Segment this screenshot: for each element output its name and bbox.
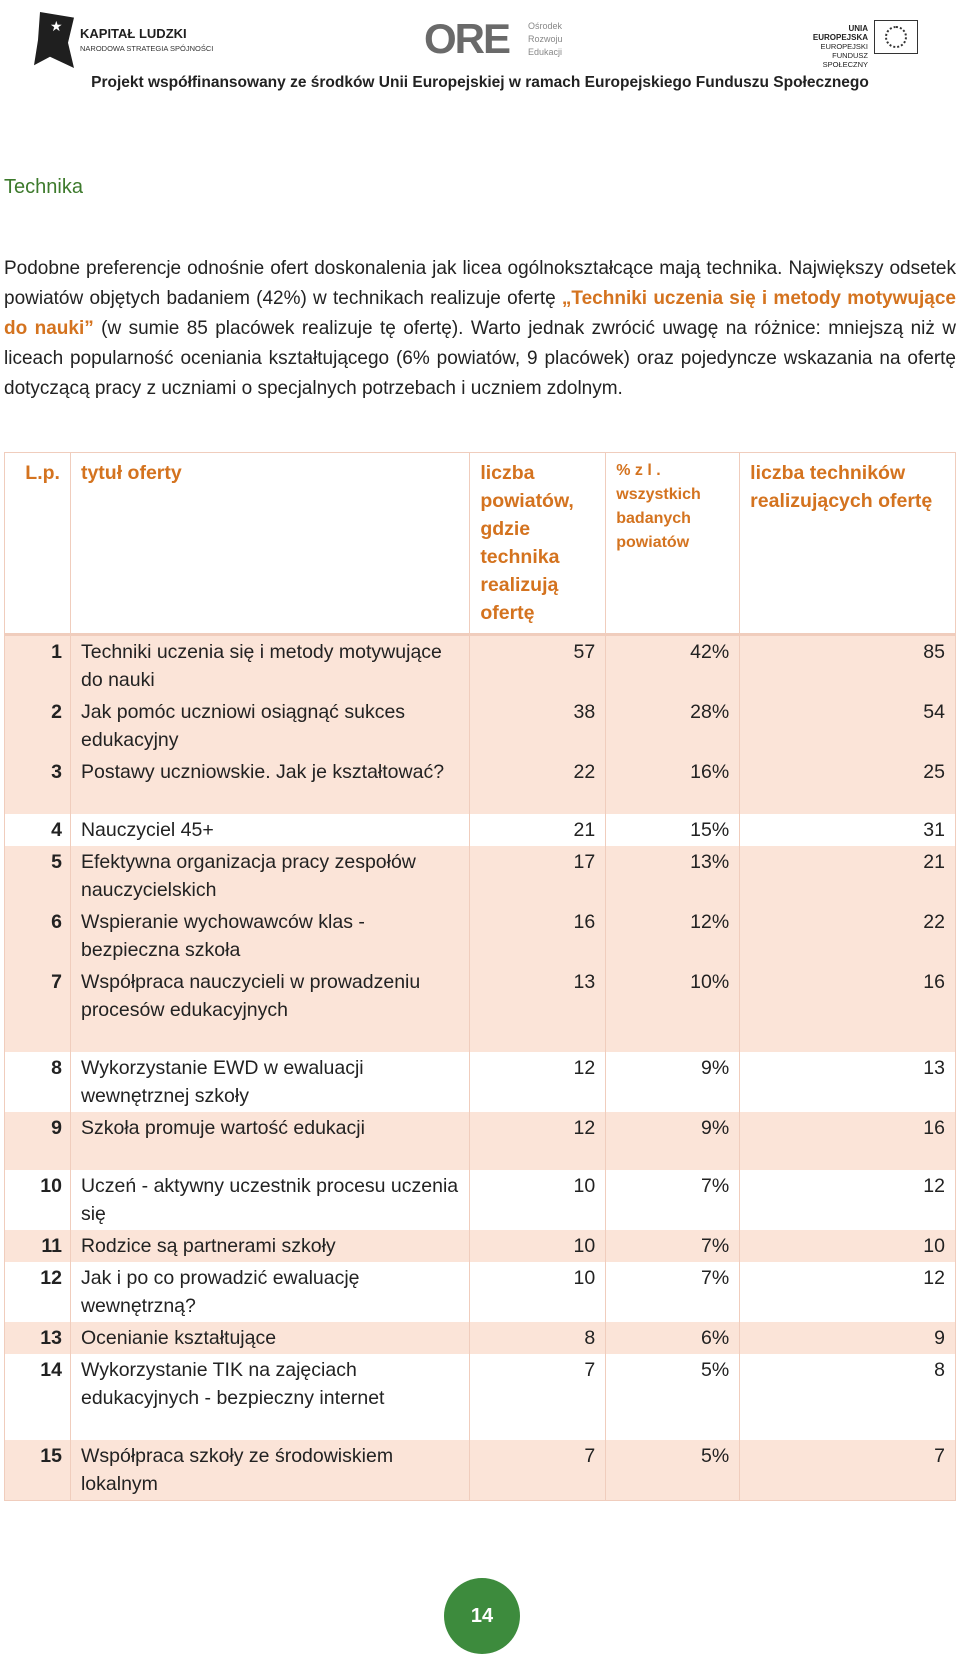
- spacer-cell: [740, 1414, 956, 1440]
- cell-schools: 7: [740, 1440, 956, 1501]
- cell-count: 13: [470, 966, 606, 1026]
- table-spacer-row: [5, 1414, 956, 1440]
- page-number-badge: 14: [444, 1578, 520, 1654]
- cell-title: Efektywna organizacja pracy zespołów nauczycielskich: [70, 846, 469, 906]
- table-spacer-row: [5, 1144, 956, 1170]
- cell-lp: 5: [5, 846, 71, 906]
- spacer-cell: [740, 1026, 956, 1052]
- cell-count: 38: [470, 696, 606, 756]
- cell-lp: 8: [5, 1052, 71, 1112]
- cell-count: 10: [470, 1262, 606, 1322]
- project-funding-line: Projekt współfinansowany ze środków Unii Europejskiej w ramach Europejskiego Funduszu Społecznego: [91, 74, 869, 91]
- cell-percent: 42%: [606, 635, 740, 697]
- spacer-cell: [70, 1026, 469, 1052]
- eu-logo-line3: FUNDUSZ SPOŁECZNY: [822, 51, 868, 69]
- cell-lp: 4: [5, 814, 71, 846]
- cell-percent: 6%: [606, 1322, 740, 1354]
- cell-title: Wykorzystanie EWD w ewaluacji wewnętrznej szkoły: [70, 1052, 469, 1112]
- cell-schools: 9: [740, 1322, 956, 1354]
- cell-lp: 12: [5, 1262, 71, 1322]
- cell-lp: 10: [5, 1170, 71, 1230]
- cell-title: Jak i po co prowadzić ewaluację wewnętrzną?: [70, 1262, 469, 1322]
- cell-percent: 7%: [606, 1262, 740, 1322]
- cell-title: Techniki uczenia się i metody motywujące do nauki: [70, 635, 469, 697]
- header-lp: L.p.: [5, 453, 71, 635]
- header-title: tytuł oferty: [70, 453, 469, 635]
- cell-percent: 12%: [606, 906, 740, 966]
- table-row: [5, 966, 956, 1026]
- cell-count: 10: [470, 1230, 606, 1262]
- cell-percent: 9%: [606, 1112, 740, 1144]
- cell-percent: 10%: [606, 966, 740, 1026]
- cell-count: 8: [470, 1322, 606, 1354]
- spacer-cell: [470, 788, 606, 814]
- header-schools: liczba techników realizujących ofertę: [740, 453, 956, 635]
- star-icon: ★: [50, 18, 63, 34]
- cell-count: 57: [470, 635, 606, 697]
- cell-count: 10: [470, 1170, 606, 1230]
- spacer-cell: [470, 1414, 606, 1440]
- cell-schools: 25: [740, 756, 956, 788]
- spacer-cell: [740, 1144, 956, 1170]
- cell-schools: 10: [740, 1230, 956, 1262]
- cell-count: 21: [470, 814, 606, 846]
- cell-count: 22: [470, 756, 606, 788]
- cell-schools: 31: [740, 814, 956, 846]
- cell-title: Postawy uczniowskie. Jak je kształtować?: [70, 756, 469, 788]
- table-row: [5, 1322, 956, 1354]
- spacer-cell: [606, 1414, 740, 1440]
- spacer-cell: [5, 1026, 71, 1052]
- table-row: [5, 846, 956, 906]
- table-row: [5, 1262, 956, 1322]
- header-count: liczba powiatów, gdzie technika realizują ofertę: [470, 453, 606, 635]
- cell-title: Wykorzystanie TIK na zajęciach edukacyjnych - bezpieczny internet: [70, 1354, 469, 1414]
- cell-schools: 85: [740, 635, 956, 697]
- cell-count: 12: [470, 1052, 606, 1112]
- paragraph-text: (w sumie 85 placówek realizuje tę ofertę). Warto jednak zwrócić uwagę na różnice: mniejszą niż w liceach popularność oceniania kształtującego (6% powiatów, 9 placówek) oraz pojedyncze wskazania na ofertę dotyczącą pracy z uczniami o specjalnych potrzebach i uczniem zdolnym.: [4, 318, 956, 399]
- cell-count: 7: [470, 1440, 606, 1501]
- cell-title: Ocenianie kształtujące: [70, 1322, 469, 1354]
- cell-schools: 21: [740, 846, 956, 906]
- cell-percent: 16%: [606, 756, 740, 788]
- cell-lp: 1: [5, 635, 71, 697]
- cell-schools: 16: [740, 1112, 956, 1144]
- cell-count: 12: [470, 1112, 606, 1144]
- spacer-cell: [470, 1144, 606, 1170]
- spacer-cell: [5, 1144, 71, 1170]
- table-row: [5, 814, 956, 846]
- cell-schools: 16: [740, 966, 956, 1026]
- cell-percent: 7%: [606, 1230, 740, 1262]
- cell-title: Uczeń - aktywny uczestnik procesu uczenia się: [70, 1170, 469, 1230]
- table-body: [5, 635, 956, 1501]
- table-spacer-row: [5, 1026, 956, 1052]
- spacer-cell: [70, 788, 469, 814]
- eu-flag-icon: [874, 20, 918, 54]
- cell-schools: 13: [740, 1052, 956, 1112]
- cell-lp: 6: [5, 906, 71, 966]
- cell-lp: 9: [5, 1112, 71, 1144]
- cell-count: 17: [470, 846, 606, 906]
- cell-percent: 7%: [606, 1170, 740, 1230]
- spacer-cell: [606, 1026, 740, 1052]
- page-header: [0, 0, 960, 105]
- table-row: [5, 906, 956, 966]
- ore-wordmark: ORE: [424, 15, 510, 62]
- eu-logo-text: [798, 24, 868, 69]
- cell-percent: 5%: [606, 1440, 740, 1501]
- cell-count: 7: [470, 1354, 606, 1414]
- table-row: [5, 1170, 956, 1230]
- paragraph-highlight: „Techniki uczenia się i metody motywujące do nauki”: [4, 288, 956, 339]
- cell-title: Szkoła promuje wartość edukacji: [70, 1112, 469, 1144]
- cell-percent: 5%: [606, 1354, 740, 1414]
- cell-percent: 15%: [606, 814, 740, 846]
- table-row: [5, 1354, 956, 1414]
- spacer-cell: [470, 1026, 606, 1052]
- cell-lp: 7: [5, 966, 71, 1026]
- ore-subtitle-line: Rozwoju: [528, 34, 563, 44]
- spacer-cell: [606, 788, 740, 814]
- table-header-row: [5, 453, 956, 635]
- cell-schools: 12: [740, 1262, 956, 1322]
- spacer-cell: [740, 788, 956, 814]
- cell-percent: 28%: [606, 696, 740, 756]
- cell-lp: 3: [5, 756, 71, 788]
- table-row: [5, 1440, 956, 1501]
- table-row: [5, 635, 956, 697]
- cell-lp: 15: [5, 1440, 71, 1501]
- cell-schools: 22: [740, 906, 956, 966]
- paragraph-text: Podobne preferencje odnośnie ofert doskonalenia jak licea ogólnokształcące mają technika. Największy odsetek powiatów objętych badaniem (42%) w technikach realizuje ofertę: [4, 258, 956, 309]
- eu-logo: [798, 18, 924, 69]
- kapital-ludzki-name: KAPITAŁ LUDZKI: [80, 26, 187, 41]
- cell-lp: 11: [5, 1230, 71, 1262]
- ore-subtitle: [528, 20, 563, 59]
- table-row: [5, 1230, 956, 1262]
- spacer-cell: [70, 1414, 469, 1440]
- cell-title: Rodzice są partnerami szkoły: [70, 1230, 469, 1262]
- eu-logo-line1: UNIA EUROPEJSKA: [812, 24, 868, 42]
- spacer-cell: [5, 1414, 71, 1440]
- cell-lp: 14: [5, 1354, 71, 1414]
- spacer-cell: [606, 1144, 740, 1170]
- cell-title: Współpraca nauczycieli w prowadzeniu procesów edukacyjnych: [70, 966, 469, 1026]
- cell-percent: 13%: [606, 846, 740, 906]
- cell-lp: 2: [5, 696, 71, 756]
- cell-count: 16: [470, 906, 606, 966]
- eu-stars-icon: [885, 26, 907, 48]
- intro-paragraph: [4, 254, 956, 404]
- cell-schools: 54: [740, 696, 956, 756]
- cell-title: Nauczyciel 45+: [70, 814, 469, 846]
- cell-title: Współpraca szkoły ze środowiskiem lokalnym: [70, 1440, 469, 1501]
- table-row: [5, 1112, 956, 1144]
- kapital-ludzki-subtitle: NARODOWA STRATEGIA SPÓJNOŚCI: [80, 44, 214, 53]
- table-row: [5, 1052, 956, 1112]
- cell-schools: 8: [740, 1354, 956, 1414]
- cell-lp: 13: [5, 1322, 71, 1354]
- ore-subtitle-line: Edukacji: [528, 47, 563, 57]
- spacer-cell: [70, 1144, 469, 1170]
- eu-logo-line2: EUROPEJSKI: [820, 42, 868, 51]
- table-row: [5, 696, 956, 756]
- offers-table: [4, 452, 956, 1501]
- spacer-cell: [5, 788, 71, 814]
- kapital-ludzki-logo: [34, 12, 224, 70]
- cell-percent: 9%: [606, 1052, 740, 1112]
- table-row: [5, 756, 956, 788]
- cell-schools: 12: [740, 1170, 956, 1230]
- header-percent: % z l . wszystkich badanych powiatów: [606, 453, 740, 635]
- table-spacer-row: [5, 788, 956, 814]
- cell-title: Jak pomóc uczniowi osiągnąć sukces edukacyjny: [70, 696, 469, 756]
- ore-subtitle-line: Ośrodek: [528, 21, 563, 31]
- cell-title: Wspieranie wychowawców klas - bezpieczna szkoła: [70, 906, 469, 966]
- ore-logo: [424, 16, 594, 62]
- section-title: Technika: [4, 176, 83, 198]
